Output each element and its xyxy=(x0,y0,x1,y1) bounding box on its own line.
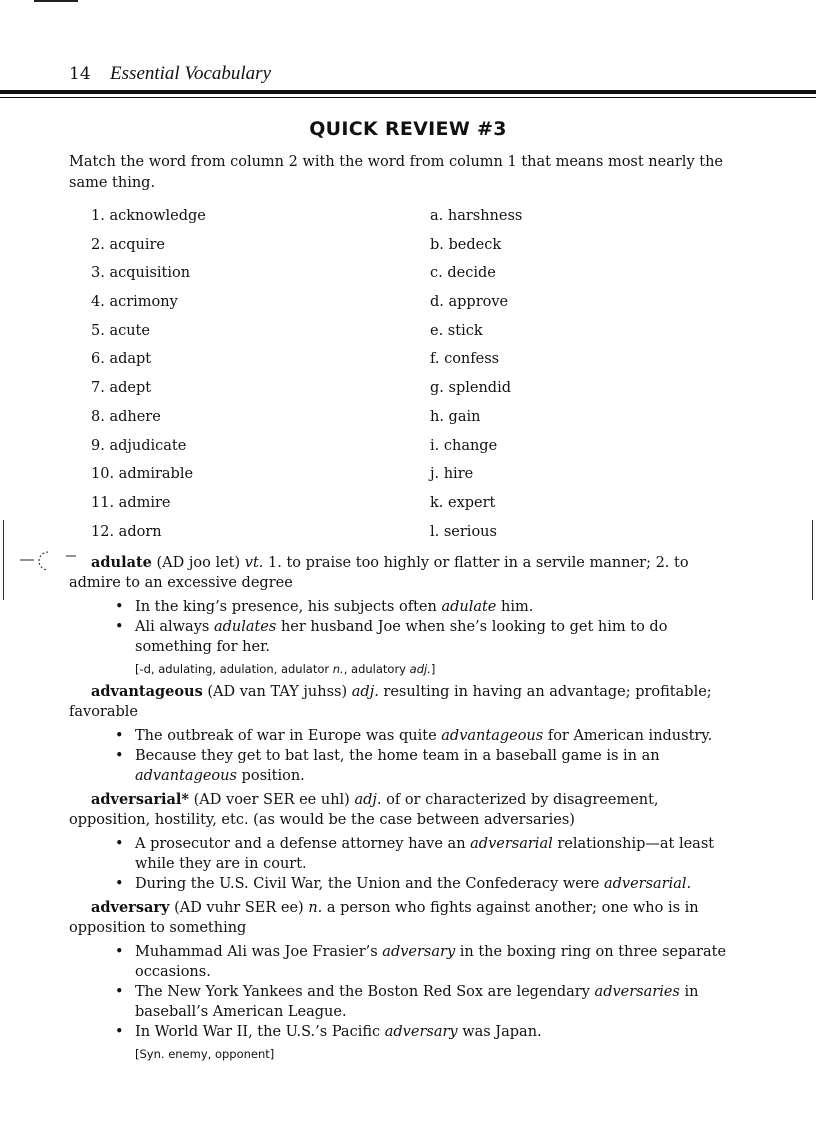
entry-part-of-speech: adj. xyxy=(351,684,379,700)
forms-text: [-d, adulating, adulation, adulator xyxy=(135,662,333,676)
column2-item: j. hire xyxy=(430,466,474,483)
column1-item: 5. acute xyxy=(91,322,150,339)
entry-definition: of or characterized by disagreement, opposition, hostility, etc. (as would be the case between adversaries) xyxy=(69,792,659,828)
column1-item: 1. acknowledge xyxy=(91,208,206,224)
section-title: QUICK REVIEW #3 xyxy=(309,118,507,140)
column2-item: a. harshness xyxy=(430,208,523,224)
example-text: Because they get to bat last, the home team in a baseball game is in an xyxy=(135,748,660,764)
book-title: Essential Vocabulary xyxy=(110,63,271,84)
example-word: adversaries xyxy=(594,984,680,1000)
example-word: advantageous xyxy=(441,728,544,744)
entry-part-of-speech: n. xyxy=(308,900,323,916)
entry-term: advantageous xyxy=(91,683,203,700)
example-text: him. xyxy=(496,599,534,615)
example-word: adversarial xyxy=(603,876,687,892)
running-header xyxy=(69,62,271,86)
vocab-entry xyxy=(69,682,730,786)
top-edge-mark xyxy=(34,0,78,2)
example-item xyxy=(135,874,730,894)
example-item xyxy=(135,617,730,657)
entry-part-of-speech: adj. xyxy=(354,792,382,808)
match-row xyxy=(91,406,611,435)
column2-item: g. splendid xyxy=(430,380,511,397)
entry-definition-line xyxy=(69,898,730,938)
match-row xyxy=(91,320,611,349)
column1-item: 9. adjudicate xyxy=(91,437,187,454)
example-list xyxy=(69,834,730,894)
left-margin-line xyxy=(3,520,4,600)
example-word: adversary xyxy=(382,944,456,960)
forms-abbr: adj. xyxy=(409,662,431,676)
column2-item: d. approve xyxy=(430,294,509,311)
example-text: relationship—at least while they are in court. xyxy=(135,836,715,872)
column2-item: k. expert xyxy=(430,494,496,511)
vocab-entry xyxy=(69,553,730,678)
match-row xyxy=(91,377,611,406)
example-list xyxy=(69,942,730,1042)
example-text: In World War II, the U.S.’s Pacific xyxy=(135,1024,385,1040)
example-word: adversary xyxy=(384,1024,458,1040)
column1-item: 3. acquisition xyxy=(91,265,191,282)
example-item xyxy=(135,942,730,982)
match-row xyxy=(91,205,611,234)
forms-text: ] xyxy=(430,662,436,676)
match-row xyxy=(91,262,611,291)
example-word: adversarial xyxy=(470,836,553,852)
example-text: Muhammad Ali was Joe Frasier’s xyxy=(135,944,383,960)
column2-item: c. decide xyxy=(430,265,496,282)
column1-item: 4. acrimony xyxy=(91,294,178,311)
page-number: 14 xyxy=(69,64,91,84)
column2-item: l. serious xyxy=(430,523,497,540)
example-item xyxy=(135,597,730,617)
right-margin-line xyxy=(812,520,813,600)
example-text: in baseball’s American League. xyxy=(135,984,699,1020)
match-row xyxy=(91,492,611,521)
entry-definition: resulting in having an advantage; profitable; favorable xyxy=(69,684,712,720)
entry-pronunciation: (AD vuhr SER ee) xyxy=(174,900,304,916)
entry-definition: a person who fights against another; one who is in opposition to something xyxy=(69,900,699,936)
column2-item: f. confess xyxy=(430,351,500,368)
column1-item: 2. acquire xyxy=(91,236,165,253)
column2-item: i. change xyxy=(430,437,498,454)
example-text: was Japan. xyxy=(457,1024,542,1040)
entry-part-of-speech: vt. xyxy=(244,555,264,571)
header-rule-thick xyxy=(0,90,816,94)
column1-item: 11. admire xyxy=(91,494,171,511)
entry-definition-line xyxy=(69,790,730,830)
forms-abbr: n. xyxy=(332,662,344,676)
example-text: Ali always xyxy=(135,619,214,635)
matching-exercise xyxy=(91,205,611,549)
column1-item: 8. adhere xyxy=(91,408,161,425)
entry-term: adversary xyxy=(91,899,170,916)
entry-term: adulate xyxy=(91,554,152,571)
example-text: The New York Yankees and the Boston Red Sox are legendary xyxy=(135,984,595,1000)
example-text: The outbreak of war in Europe was quite xyxy=(135,728,442,744)
instructions: Match the word from column 2 with the word from column 1 that means most nearly the same thing. xyxy=(69,154,723,191)
example-word: advantageous xyxy=(135,768,237,784)
example-word: adulates xyxy=(213,619,277,635)
example-list xyxy=(69,726,730,786)
column1-item: 12. adorn xyxy=(91,523,162,540)
column2-item: b. bedeck xyxy=(430,236,502,253)
example-text: During the U.S. Civil War, the Union and the Confederacy were xyxy=(135,876,604,892)
match-row xyxy=(91,348,611,377)
vocabulary-entries xyxy=(69,553,730,1063)
example-item xyxy=(135,746,730,786)
column1-item: 6. adapt xyxy=(91,351,152,368)
entry-definition-line xyxy=(69,553,730,593)
match-row xyxy=(91,234,611,263)
word-forms xyxy=(135,660,730,678)
example-item xyxy=(135,982,730,1022)
entry-pronunciation: (AD voer SER ee uhl) xyxy=(193,792,350,808)
header-rule-thin xyxy=(0,97,816,98)
entry-pronunciation: (AD van TAY juhss) xyxy=(207,684,348,700)
example-text: in the boxing ring on three separate occasions. xyxy=(135,944,727,980)
example-text: In the king’s presence, his subjects often xyxy=(135,599,442,615)
column1-item: 10. admirable xyxy=(91,466,194,483)
match-row xyxy=(91,291,611,320)
match-row xyxy=(91,521,611,550)
match-row xyxy=(91,435,611,464)
entry-definition-line xyxy=(69,682,730,722)
entry-pronunciation: (AD joo let) xyxy=(156,555,241,571)
example-list xyxy=(69,597,730,657)
example-item xyxy=(135,726,730,746)
example-item xyxy=(135,834,730,874)
entry-definition: 1. to praise too highly or flatter in a servile manner; 2. to admire to an excessive degree xyxy=(69,555,689,591)
example-text: . xyxy=(686,876,692,892)
vocab-entry xyxy=(69,898,730,1063)
column2-item: h. gain xyxy=(430,408,481,425)
column1-item: 7. adept xyxy=(91,380,152,397)
example-text: for American industry. xyxy=(543,728,713,744)
example-text: A prosecutor and a defense attorney have an xyxy=(135,836,471,852)
entry-term: adversarial* xyxy=(91,791,190,808)
forms-text: , adulatory xyxy=(343,662,410,676)
example-text: position. xyxy=(236,768,305,784)
example-item xyxy=(135,1022,730,1042)
vocab-entry xyxy=(69,790,730,894)
example-word: adulate xyxy=(441,599,497,615)
match-row xyxy=(91,463,611,492)
example-text: her husband Joe when she’s looking to get him to do something for her. xyxy=(135,619,668,655)
column2-item: e. stick xyxy=(430,322,483,339)
synonyms: [Syn. enemy, opponent] xyxy=(135,1047,275,1061)
